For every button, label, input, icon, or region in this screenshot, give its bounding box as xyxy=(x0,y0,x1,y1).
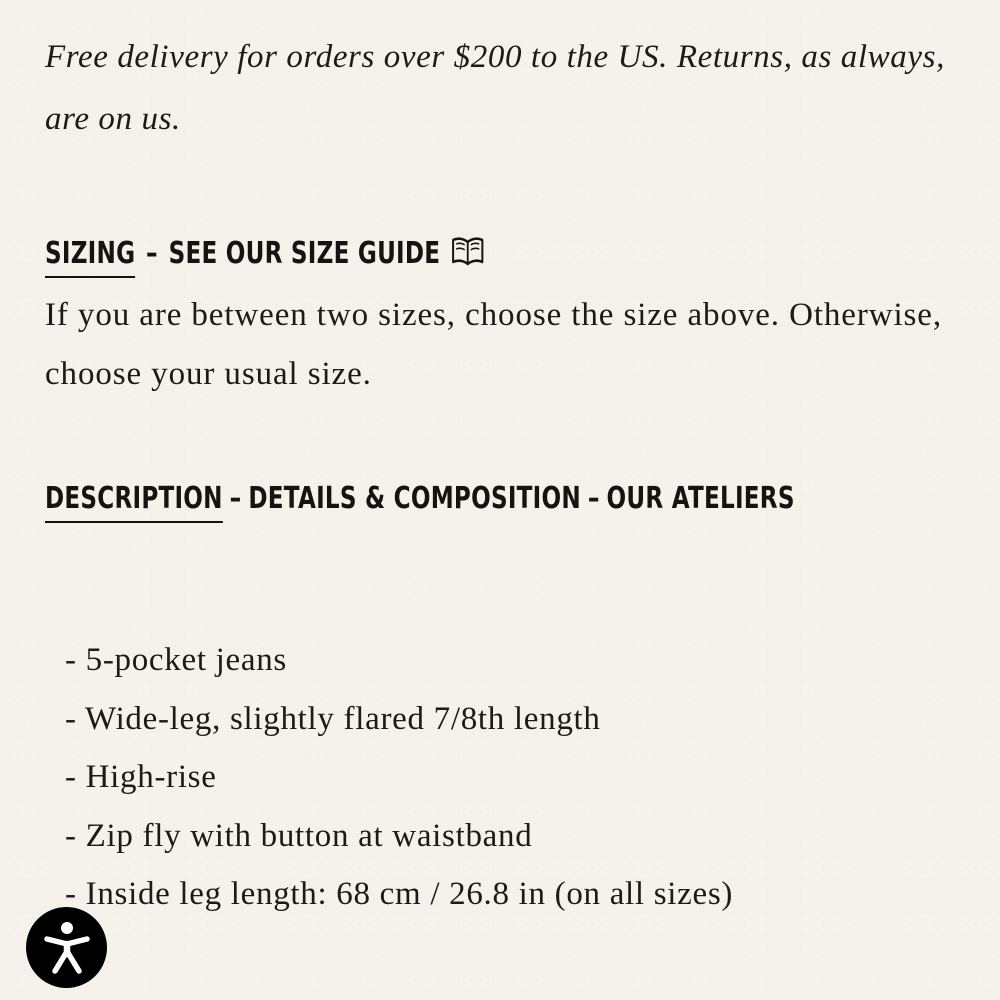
description-tabs xyxy=(45,479,795,523)
description-list xyxy=(65,631,733,924)
delivery-info: Free delivery for orders over $200 to the US. Returns, as always, are on us. xyxy=(45,39,945,137)
list-item: - High-rise xyxy=(65,759,217,795)
list-item: - Wide-leg, slightly flared 7/8th length xyxy=(65,700,601,737)
list-item: - Zip fly with button at waistband xyxy=(65,817,533,854)
tab-description[interactable]: DESCRIPTION xyxy=(45,479,223,523)
tab-separator: – xyxy=(146,236,158,271)
tab-size-guide[interactable] xyxy=(169,234,485,277)
open-book-icon xyxy=(451,236,485,277)
tab-details-composition[interactable]: DETAILS & COMPOSITION xyxy=(248,481,581,516)
sizing-advice: If you are between two sizes, choose the size above. Otherwise, choose your usual size. xyxy=(45,297,942,392)
tab-size-guide-label: SEE OUR SIZE GUIDE xyxy=(168,236,441,271)
list-item: - Inside leg length: 68 cm / 26.8 in (on all sizes) xyxy=(65,876,734,912)
list-item: - 5-pocket jeans xyxy=(65,642,287,678)
tab-sizing[interactable]: SIZING xyxy=(45,234,135,278)
accessibility-icon xyxy=(42,920,92,976)
tab-separator: – xyxy=(587,481,600,516)
tab-separator: – xyxy=(229,481,242,516)
tab-our-ateliers[interactable]: OUR ATELIERS xyxy=(606,481,795,516)
accessibility-button[interactable] xyxy=(26,907,107,988)
sizing-tabs xyxy=(45,234,485,278)
